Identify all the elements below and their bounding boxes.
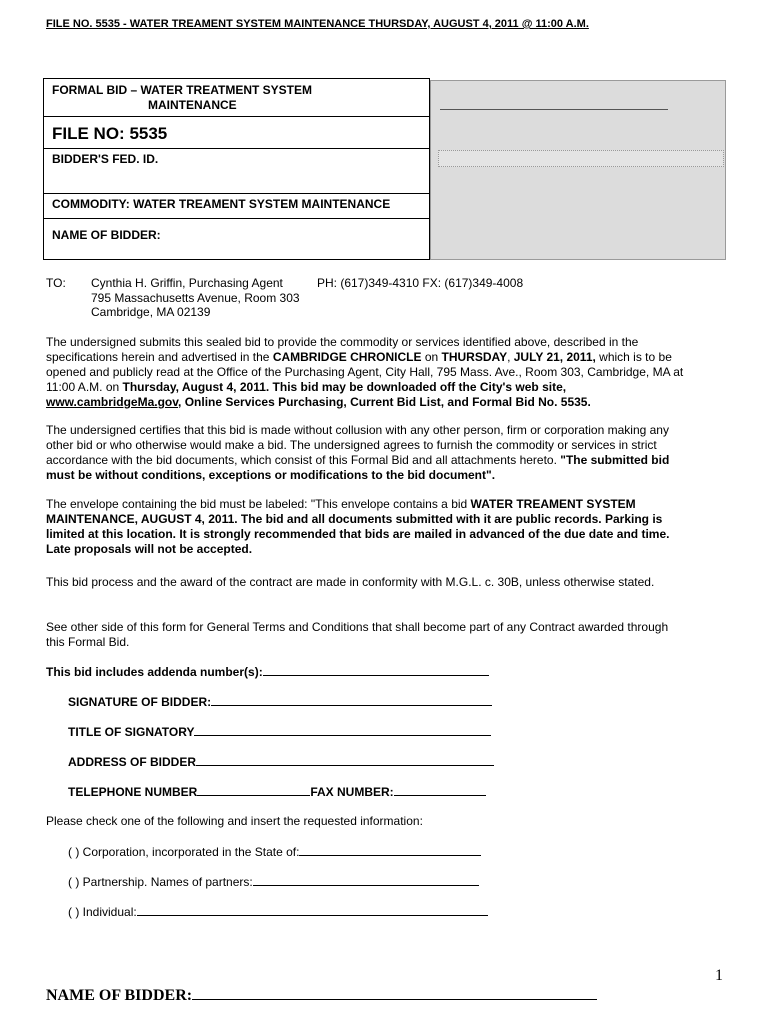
signature-input-line[interactable] [211, 694, 492, 706]
title-of-signatory-field: TITLE OF SIGNATORY [68, 724, 491, 739]
footer-name-of-bidder: NAME OF BIDDER: [46, 986, 597, 1005]
recipient-address-line2: Cambridge, MA 02139 [91, 305, 211, 319]
address-field: ADDRESS OF BIDDER [68, 754, 494, 769]
bid-submission-paragraph: The undersigned submits this sealed bid to provide the commodity or services identified above, described in the specifications herein and advertised in the CAMBRIDGE CHRONICLE on THURSDAY, JULY 21, 2011, which is to be opened and publicly read at the Office of the Purchasing Agent, City Hall, 795 Mass. Ave., Room 303, Cambridge, MA at 11:00 A.M. on Thursday, August 4, 2011. This bid may be downloaded off the City's web site, www.cambridgeMa.gov, Online Services Purchasing, Current Bid List, and Formal Bid No. 5535. [46, 335, 684, 409]
title-input-line[interactable] [194, 724, 491, 736]
general-terms-paragraph: See other side of this form for General Terms and Conditions that shall become part of any Contract awarded through this Formal Bid. [46, 620, 669, 649]
corporation-state-input-line[interactable] [299, 844, 481, 856]
addenda-field: This bid includes addenda number(s): [46, 664, 489, 679]
envelope-label-paragraph: The envelope containing the bid must be labeled: "This envelope contains a bid WATER TREAMENT SYSTEM MAINTENANCE, AUGUST 4, 2011. The bid and all documents submitted with it are public records. Parking is limited at this location. It is strongly recommended that bids are mailed in advanced of the due date and time. Late proposals will not be accepted. [46, 497, 670, 556]
address-input-line[interactable] [196, 754, 494, 766]
form-title-line2: MAINTENANCE [148, 98, 237, 112]
mgl-conformity-paragraph: This bid process and the award of the contract are made in conformity with M.G.L. c. 30B, unless otherwise stated. [46, 575, 655, 589]
partners-input-line[interactable] [253, 874, 479, 886]
bidder-fed-id-label: BIDDER'S FED. ID. [52, 152, 159, 166]
check-instruction: Please check one of the following and insert the requested information: [46, 814, 423, 828]
recipient-address-line1: 795 Massachusetts Avenue, Room 303 [91, 291, 300, 305]
document-header: FILE NO. 5535 - WATER TREAMENT SYSTEM MAINTENANCE THURSDAY, AUGUST 4, 2011 @ 11:00 A.M. [46, 18, 589, 30]
individual-input-line[interactable] [137, 904, 488, 916]
to-label: TO: [46, 276, 66, 290]
telephone-input-line[interactable] [197, 784, 310, 796]
bid-info-box [43, 78, 430, 260]
gray-entry-panel [430, 80, 726, 260]
page-number: 1 [715, 967, 723, 984]
signature-field: SIGNATURE OF BIDDER: [68, 694, 492, 709]
option-corporation[interactable]: ( ) Corporation, incorporated in the State of: [68, 844, 481, 859]
option-partnership[interactable]: ( ) Partnership. Names of partners: [68, 874, 479, 889]
option-individual[interactable]: ( ) Individual: [68, 904, 488, 919]
recipient-name: Cynthia H. Griffin, Purchasing Agent [91, 276, 283, 290]
form-title-line1: FORMAL BID – WATER TREATMENT SYSTEM [52, 83, 312, 97]
title-entry-line[interactable] [440, 109, 668, 110]
fax-input-line[interactable] [394, 784, 486, 796]
recipient-phone-fax: PH: (617)349-4310 FX: (617)349-4008 [317, 276, 524, 290]
file-number: FILE NO: 5535 [52, 124, 168, 143]
commodity-line: COMMODITY: WATER TREAMENT SYSTEM MAINTENANCE [52, 197, 391, 211]
name-of-bidder-label: NAME OF BIDDER: [52, 228, 161, 242]
fed-id-input-field[interactable] [438, 150, 724, 167]
footer-name-input-line[interactable] [192, 986, 597, 1000]
city-website-link[interactable]: www.cambridgeMa.gov [46, 395, 179, 409]
addenda-input-line[interactable] [263, 664, 489, 676]
telephone-fax-field: TELEPHONE NUMBER FAX NUMBER: [68, 784, 486, 799]
certification-paragraph: The undersigned certifies that this bid is made without collusion with any other person, firm or corporation making any other bid or who otherwise would make a bid. The undersigned agrees to furnish the commodity or services in strict accordance with the bid documents, which consist of this Formal Bid and all attachments hereto. "The submitted bid must be without conditions, exceptions or modifications to the bid document". [46, 423, 670, 482]
